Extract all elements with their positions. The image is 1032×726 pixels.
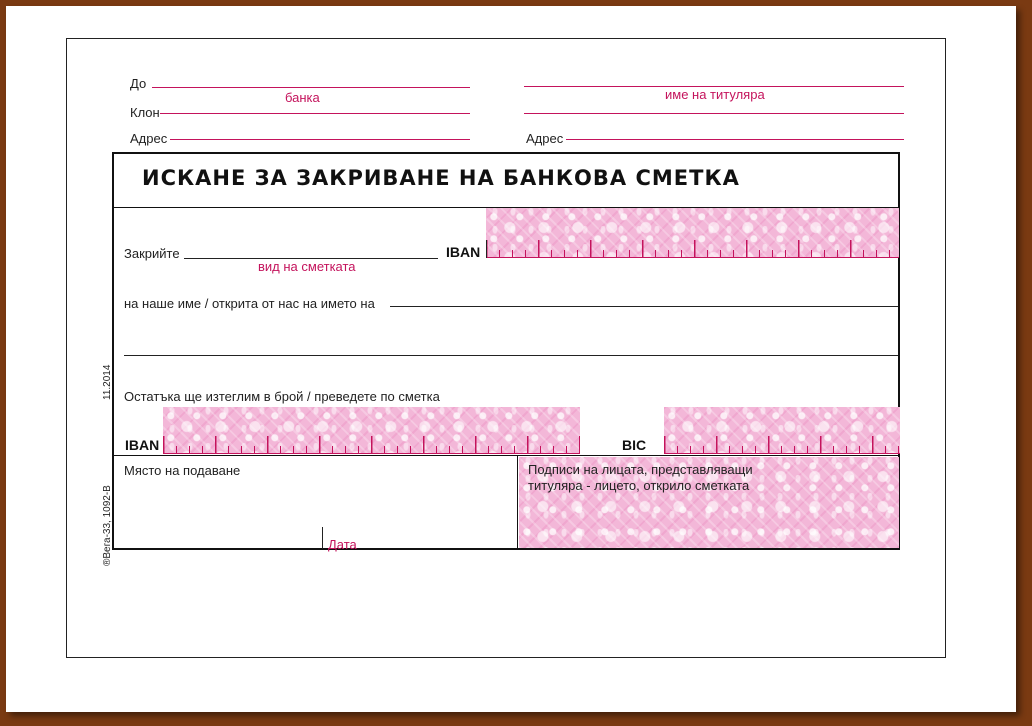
to-label: До	[130, 76, 147, 91]
signatures-label-1: Подписи на лицата, представляващи	[528, 462, 753, 477]
bic-baseline	[664, 453, 900, 454]
date-code: 11.2014	[102, 364, 113, 400]
bic-field[interactable]	[664, 407, 900, 454]
iban-label-2: IBAN	[125, 437, 160, 453]
iban-field-edge	[486, 240, 487, 258]
bic-tick-marks	[664, 436, 900, 454]
to-line[interactable]	[152, 87, 470, 88]
form-title: ИСКАНЕ ЗА ЗАКРИВАНЕ НА БАНКОВА СМЕТКА	[142, 166, 740, 190]
name-line[interactable]	[390, 306, 898, 307]
close-label: Закрийте	[124, 246, 180, 261]
account-type-hint: вид на сметката	[258, 259, 356, 274]
branch-label: Клон	[130, 105, 160, 120]
holder-line-2[interactable]	[524, 113, 904, 114]
signatures-label-2: титуляра - лицето, открило сметката	[528, 478, 750, 493]
form-code: ®Вега-33, 1092-В	[102, 485, 113, 566]
place-field[interactable]	[124, 475, 514, 547]
name-label: на наше име / открита от нас на името на	[124, 296, 375, 311]
name-line-2[interactable]	[124, 355, 898, 356]
iban-label: IBAN	[446, 244, 481, 260]
place-label: Място на подаване	[124, 463, 241, 478]
date-label: Дата	[328, 537, 357, 552]
address-line[interactable]	[170, 139, 470, 140]
holder-address-label: Адрес	[526, 131, 564, 146]
bank-hint: банка	[285, 90, 320, 105]
holder-hint: име на титуляра	[665, 87, 765, 102]
iban-field[interactable]	[486, 208, 899, 258]
iban-2-baseline	[163, 453, 580, 454]
iban-tick-marks	[486, 240, 899, 258]
footer-divider	[112, 455, 900, 456]
address-label: Адрес	[130, 131, 168, 146]
date-separator	[322, 527, 323, 549]
bic-label: BIC	[622, 437, 647, 453]
footer-split	[517, 455, 518, 550]
branch-line[interactable]	[160, 113, 470, 114]
remainder-label: Остатъка ще изтеглим в брой / преведете по сметка	[124, 389, 440, 404]
iban-baseline	[486, 257, 899, 258]
holder-address-line[interactable]	[566, 139, 904, 140]
iban-field-2[interactable]	[163, 407, 580, 454]
iban-2-tick-marks	[163, 436, 580, 454]
